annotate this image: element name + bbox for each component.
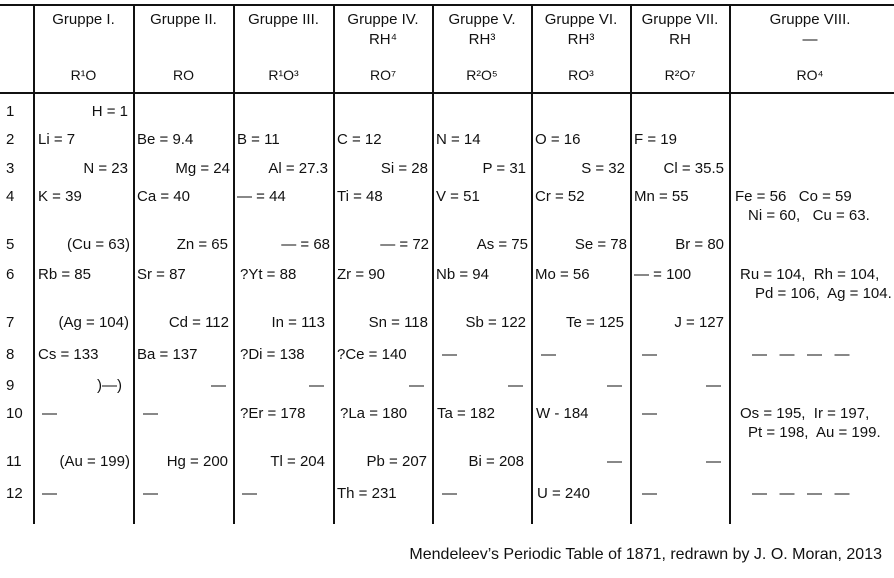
element-cell: ?Er = 178 <box>240 405 306 422</box>
element-cell: — = 44 <box>237 188 286 205</box>
header-group-8 <box>730 10 890 88</box>
group-hydride: RH³ <box>468 31 496 48</box>
element-cell: In = 113 <box>271 314 325 331</box>
group-8-cell: Pt = 198, Au = 199. <box>748 424 881 441</box>
element-cell: Tl = 204 <box>270 453 325 470</box>
element-cell: — <box>541 346 556 363</box>
element-cell: Cr = 52 <box>535 188 585 205</box>
element-cell: S = 32 <box>581 160 625 177</box>
row-number: 3 <box>6 160 15 177</box>
row-number: 11 <box>6 453 22 470</box>
figure-caption: Mendeleev’s Periodic Table of 1871, redrawn by J. O. Moran, 2013 <box>409 546 882 563</box>
group-8-cell: Os = 195, Ir = 197, <box>740 405 870 422</box>
group-8-cell: Fe = 56 Co = 59 <box>735 188 852 205</box>
element-cell: — <box>442 346 457 363</box>
element-cell: Be = 9.4 <box>137 131 194 148</box>
element-cell: Te = 125 <box>566 314 624 331</box>
element-cell: — <box>42 405 57 422</box>
element-cell: — = 100 <box>634 266 692 283</box>
group-oxide-formula: RO⁷ <box>369 67 397 83</box>
element-cell: — <box>409 377 424 394</box>
element-cell: )—) <box>97 377 122 394</box>
group-name: Gruppe VIII. <box>769 11 851 28</box>
row-number: 8 <box>6 346 15 363</box>
element-cell: — <box>642 346 657 363</box>
element-cell: Sb = 122 <box>465 314 526 331</box>
row-number: 12 <box>6 485 23 502</box>
element-cell: Mg = 24 <box>175 160 230 177</box>
element-cell: Cd = 112 <box>168 314 229 331</box>
element-cell: — <box>706 377 721 394</box>
element-cell: Zr = 90 <box>337 266 385 283</box>
element-cell: ?Yt = 88 <box>240 266 297 283</box>
header-group-4 <box>334 10 432 88</box>
group-hydride: RH <box>669 31 691 48</box>
element-cell: — <box>143 405 158 422</box>
element-cell: J = 127 <box>674 314 724 331</box>
row-number: 2 <box>6 131 15 148</box>
element-cell: — <box>211 377 226 394</box>
group-oxide-formula: R¹O³ <box>268 67 299 83</box>
element-cell: ?Di = 138 <box>240 346 305 363</box>
element-cell: Ba = 137 <box>137 346 198 363</box>
element-cell: — <box>607 377 622 394</box>
element-cell: Li = 7 <box>38 131 76 148</box>
group-8-cell: — — — — <box>752 485 850 502</box>
header-group-6 <box>532 10 630 88</box>
group-oxide-formula: RO³ <box>568 67 594 83</box>
element-cell: V = 51 <box>436 188 480 205</box>
group-8-cell: Pd = 106, Ag = 104. <box>755 285 892 302</box>
element-cell: — = 72 <box>380 236 429 253</box>
group-name: Gruppe VII. <box>641 11 719 28</box>
element-cell: Rb = 85 <box>38 266 91 283</box>
element-cell: Cs = 133 <box>38 346 99 363</box>
group-oxide-formula: RO <box>173 67 194 83</box>
row-number: 5 <box>6 236 15 253</box>
header-group-2 <box>134 10 233 88</box>
element-cell: Bi = 208 <box>468 453 524 470</box>
group-8-cell: Ru = 104, Rh = 104, <box>740 266 880 283</box>
element-cell: — <box>309 377 324 394</box>
element-cell: — <box>143 485 158 502</box>
element-cell: — <box>442 485 457 502</box>
element-cell: F = 19 <box>634 131 677 148</box>
element-cell: H = 1 <box>91 103 128 120</box>
element-cell: Nb = 94 <box>436 266 489 283</box>
element-cell: — <box>607 453 622 470</box>
element-cell: Al = 27.3 <box>268 160 328 177</box>
group-name: Gruppe I. <box>52 11 115 28</box>
group-hydride: RH³ <box>567 31 595 48</box>
group-name: Gruppe VI. <box>544 11 618 28</box>
group-oxide-formula: R¹O <box>70 67 97 83</box>
element-cell: Mo = 56 <box>535 266 590 283</box>
group-name: Gruppe II. <box>150 11 217 28</box>
group-oxide-formula: RO⁴ <box>796 67 824 83</box>
group-hydride: — <box>802 31 818 48</box>
element-cell: K = 39 <box>38 188 82 205</box>
group-oxide-formula: R²O⁷ <box>664 67 696 83</box>
element-cell: ?Ce = 140 <box>337 346 407 363</box>
group-name: Gruppe IV. <box>347 11 419 28</box>
element-cell: Hg = 200 <box>166 453 228 470</box>
group-8-cell: Ni = 60, Cu = 63. <box>748 207 870 224</box>
element-cell: — <box>642 485 657 502</box>
element-cell: Sn = 118 <box>368 314 428 331</box>
row-number: 7 <box>6 314 15 331</box>
group-name: Gruppe V. <box>448 11 516 28</box>
element-cell: Br = 80 <box>675 236 724 253</box>
element-cell: P = 31 <box>482 160 526 177</box>
header-group-7 <box>631 10 729 88</box>
element-cell: As = 75 <box>476 236 528 253</box>
element-cell: C = 12 <box>337 131 382 148</box>
element-cell: Pb = 207 <box>366 453 427 470</box>
header-group-3 <box>234 10 333 88</box>
element-cell: (Ag = 104) <box>58 314 129 331</box>
header-rule <box>0 92 894 94</box>
element-cell: Cl = 35.5 <box>663 160 724 177</box>
element-cell: — <box>642 405 657 422</box>
element-cell: N = 14 <box>436 131 481 148</box>
element-cell: (Cu = 63) <box>67 236 130 253</box>
element-cell: ?La = 180 <box>340 405 408 422</box>
row-number: 4 <box>6 188 15 205</box>
group-8-cell: — — — — <box>752 346 850 363</box>
group-hydride: RH⁴ <box>368 31 398 48</box>
element-cell: Si = 28 <box>380 160 428 177</box>
element-cell: B = 11 <box>237 131 280 148</box>
element-cell: N = 23 <box>83 160 128 177</box>
element-cell: — <box>706 453 721 470</box>
header-group-5 <box>433 10 531 88</box>
row-number: 9 <box>6 377 15 394</box>
element-cell: Ti = 48 <box>337 188 383 205</box>
element-cell: Zn = 65 <box>176 236 228 253</box>
element-cell: — <box>508 377 523 394</box>
element-cell: Ta = 182 <box>437 405 495 422</box>
element-cell: — <box>242 485 257 502</box>
group-oxide-formula: R²O⁵ <box>466 67 498 83</box>
element-cell: — = 68 <box>281 236 330 253</box>
header-group-1 <box>34 10 133 88</box>
table-top-rule <box>0 4 894 6</box>
element-cell: Ca = 40 <box>137 188 190 205</box>
row-number: 10 <box>6 405 23 422</box>
element-cell: Sr = 87 <box>137 266 186 283</box>
group-name: Gruppe III. <box>248 11 319 28</box>
element-cell: Se = 78 <box>574 236 627 253</box>
element-cell: — <box>42 485 57 502</box>
element-cell: (Au = 199) <box>59 453 130 470</box>
element-cell: Th = 231 <box>337 485 397 502</box>
row-number: 6 <box>6 266 15 283</box>
row-number: 1 <box>6 103 15 120</box>
element-cell: Mn = 55 <box>634 188 689 205</box>
element-cell: O = 16 <box>535 131 581 148</box>
element-cell: W - 184 <box>536 405 589 422</box>
element-cell: U = 240 <box>537 485 590 502</box>
